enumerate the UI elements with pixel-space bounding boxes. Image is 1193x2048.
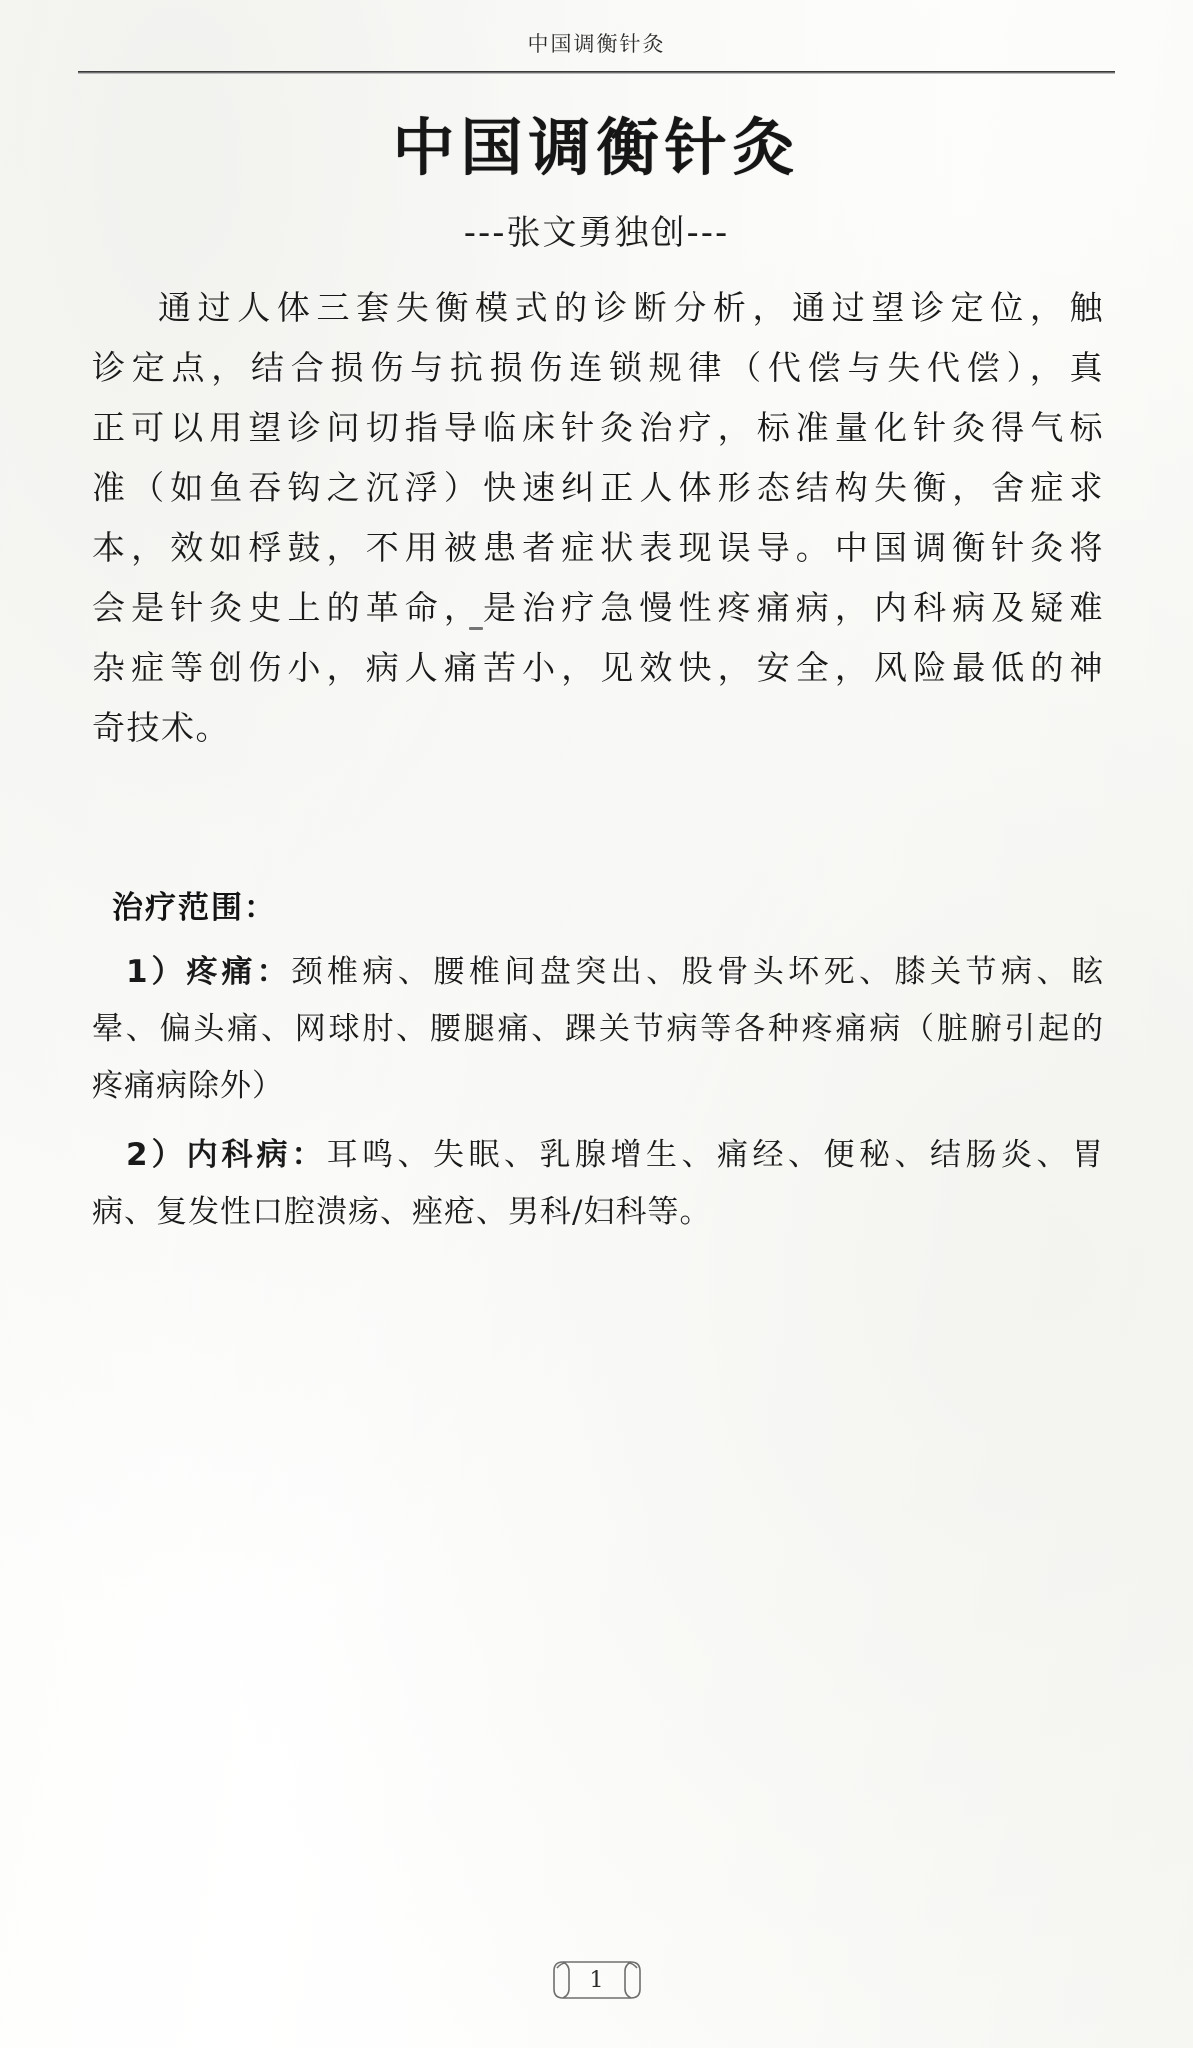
page-title: 中国调衡针灸 (392, 111, 801, 184)
scope-item-internal-medicine (92, 1127, 1104, 1241)
scope-line: 晕、偏头痛、网球肘、腰腿痛、踝关节病等各种疼痛病（脏腑引起的 (92, 1011, 1104, 1047)
scope-line: 疼痛病除外） (92, 1068, 284, 1104)
running-header-title: 中国调衡针灸 (527, 32, 666, 56)
body-line: 杂症等创伤小，病人痛苦小，见效快，安全，风险最低的神 (92, 648, 1104, 687)
body-line: 通过人体三套失衡模式的诊断分析，通过望诊定位，触 (158, 288, 1104, 327)
ink-mark-artifact (469, 627, 483, 630)
body-line: 会是针灸史上的革命，是治疗急慢性疼痛病，内科病及疑难 (92, 588, 1104, 627)
scope-item-pain (92, 944, 1104, 1115)
scope-line-text: 颈椎病、腰椎间盘突出、股骨头坏死、膝关节病、眩 (291, 954, 1104, 990)
page-subtitle-author: ---张文勇独创--- (463, 213, 730, 253)
scope-line-text: 耳鸣、失眠、乳腺增生、痛经、便秘、结肠炎、胃 (326, 1137, 1104, 1173)
page-footer (0, 1948, 1193, 2012)
treatment-scope-list (92, 932, 1104, 1241)
scope-item-label: 1）疼痛： (126, 954, 292, 990)
scope-line (92, 1127, 1104, 1184)
scope-item-label: 2）内科病： (126, 1137, 327, 1173)
body-line: 正可以用望诊问切指导临床针灸治疗，标准量化针灸得气标 (92, 408, 1104, 447)
scope-line: 病、复发性口腔溃疡、痤疮、男科/妇科等。 (92, 1194, 712, 1230)
header-divider-rule (78, 71, 1115, 74)
body-line: 奇技术。 (92, 708, 230, 747)
scope-line (92, 944, 1104, 1001)
body-line: 准（如鱼吞钩之沉浮）快速纠正人体形态结构失衡，舍症求 (92, 468, 1104, 507)
treatment-scope-heading: 治疗范围： (112, 890, 277, 926)
body-line: 本，效如桴鼓，不用被患者症状表现误导。中国调衡针灸将 (92, 528, 1104, 567)
page-number-ornament (545, 1948, 649, 2012)
page-number: 1 (589, 1967, 604, 1993)
body-paragraph (92, 278, 1104, 758)
body-line: 诊定点，结合损伤与抗损伤连锁规律（代偿与失代偿），真 (92, 348, 1104, 387)
